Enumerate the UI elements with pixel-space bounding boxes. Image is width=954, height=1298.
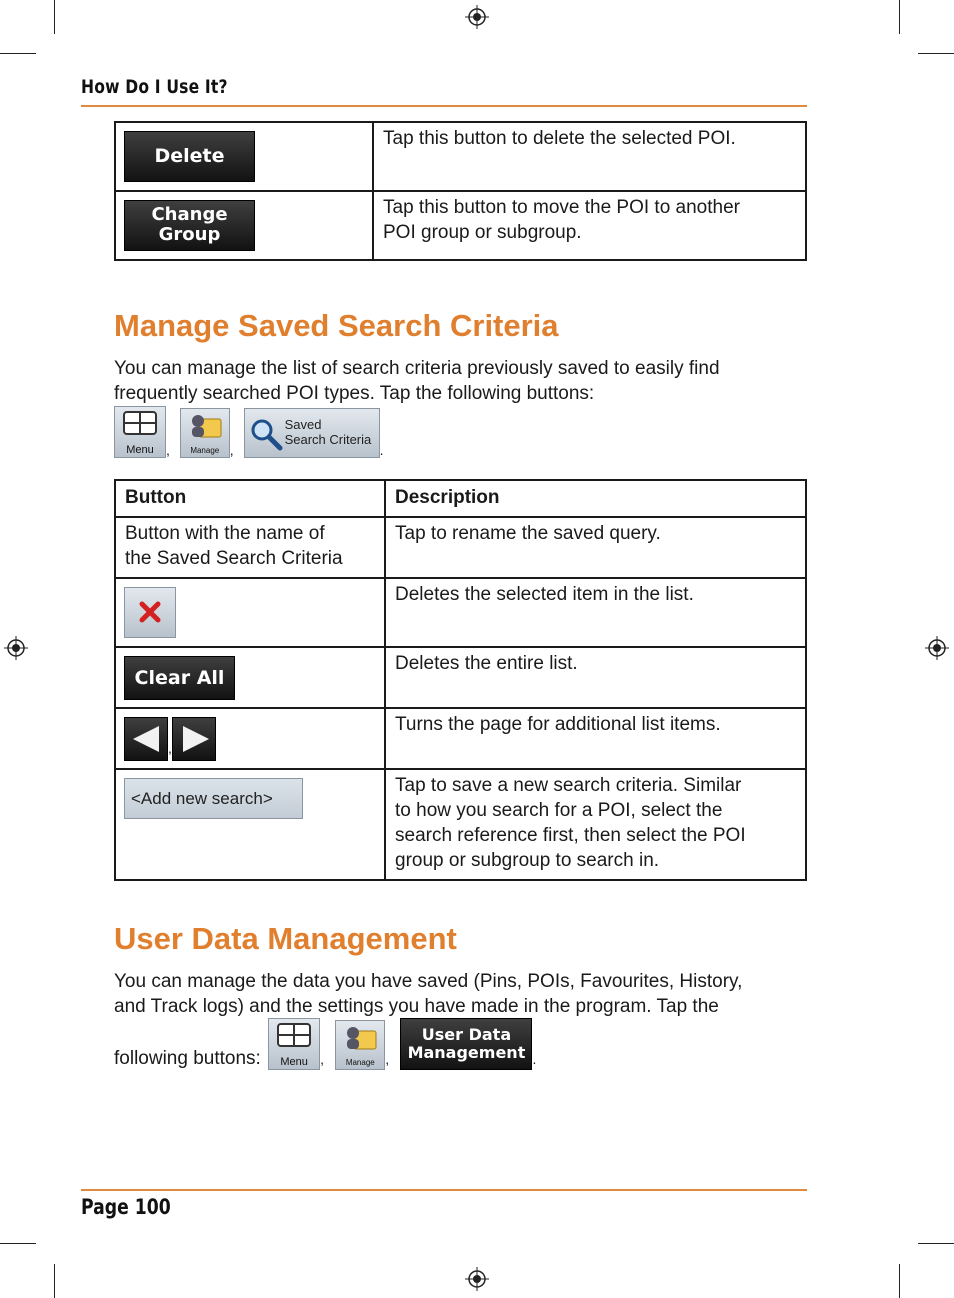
change-group-label-line2: Group	[158, 224, 221, 245]
page-number: Page 100	[81, 1195, 171, 1219]
section-heading-user-data: User Data Management	[114, 921, 457, 956]
button-name-text	[116, 518, 384, 577]
description-line: Tap to save a new search criteria. Similar	[395, 775, 742, 796]
arrow-right-icon	[173, 718, 217, 760]
column-header-button: Button	[125, 487, 187, 508]
delete-button[interactable]	[124, 131, 255, 182]
button-cell	[115, 769, 385, 880]
menu-grid-icon	[277, 1023, 311, 1047]
user-data-management-button[interactable]	[400, 1018, 532, 1070]
table-row	[115, 191, 806, 260]
udm-label-line: User Data	[421, 1025, 512, 1044]
manage-button[interactable]	[180, 408, 230, 458]
red-x-icon	[138, 600, 162, 624]
description-cell	[385, 578, 806, 647]
button-cell	[115, 517, 385, 578]
section2-intro	[114, 969, 814, 1019]
saved-search-label-line: Saved	[284, 417, 322, 432]
description-text: Deletes the entire list.	[395, 653, 578, 674]
button-name-line: the Saved Search Criteria	[125, 548, 343, 569]
intro-line: and Track logs) and the settings you have made in the program. Tap the	[114, 996, 719, 1017]
delete-button-label: Delete	[154, 145, 225, 167]
udm-label-line: Management	[407, 1043, 526, 1062]
section1-button-path	[114, 406, 383, 458]
description-cell	[385, 517, 806, 578]
page-arrow-buttons	[124, 717, 384, 761]
saved-search-button-table	[114, 479, 807, 881]
arrow-left-icon	[125, 718, 169, 760]
crop-mark	[899, 1264, 900, 1298]
period: .	[532, 1051, 537, 1067]
intro-line: following buttons:	[114, 1048, 261, 1069]
magnifier-icon	[249, 417, 283, 451]
description-line: Tap this button to move the POI to another	[383, 197, 740, 218]
button-cell	[115, 578, 385, 647]
footer-rule	[81, 1189, 807, 1191]
previous-page-button[interactable]	[124, 717, 168, 761]
description-cell	[373, 191, 806, 260]
period: .	[379, 442, 384, 458]
description-line: search reference first, then select the POI	[395, 825, 746, 846]
menu-button[interactable]	[268, 1018, 320, 1070]
separator: ,	[229, 442, 234, 458]
description-cell	[385, 769, 806, 880]
intro-line: You can manage the list of search criteria previously saved to easily find	[114, 358, 720, 379]
crop-mark	[54, 0, 55, 34]
column-header-description: Description	[395, 487, 500, 508]
separator: ,	[320, 1051, 324, 1067]
description-text	[386, 770, 805, 879]
separator: ,	[385, 1051, 390, 1067]
add-new-search-label: <Add new search>	[131, 789, 273, 808]
crop-mark	[54, 1264, 55, 1298]
saved-search-criteria-button[interactable]	[244, 408, 380, 458]
button-cell	[115, 647, 385, 708]
description-text	[374, 192, 805, 251]
description-text: Turns the page for additional list items.	[395, 714, 721, 735]
description-line: group or subgroup to search in.	[395, 850, 660, 871]
description-cell	[373, 122, 806, 191]
description-line: to how you search for a POI, select the	[395, 800, 723, 821]
button-cell	[115, 708, 385, 769]
separator: ,	[168, 740, 172, 756]
delete-item-button[interactable]	[124, 587, 176, 638]
description-cell	[385, 708, 806, 769]
table-row	[115, 517, 806, 578]
table-row	[115, 708, 806, 769]
description-cell	[385, 647, 806, 708]
poi-button-table	[114, 121, 807, 261]
crop-mark	[899, 0, 900, 34]
manage-folder-icon	[189, 413, 223, 441]
registration-mark-icon	[4, 636, 28, 660]
header-cell	[115, 480, 385, 517]
change-group-label-line1: Change	[151, 204, 228, 225]
registration-mark-icon	[925, 636, 949, 660]
add-new-search-button[interactable]	[124, 778, 303, 819]
manage-button[interactable]	[335, 1020, 385, 1070]
separator: ,	[166, 442, 170, 458]
registration-mark-icon	[465, 5, 489, 29]
manage-button-label: Manage	[345, 1058, 375, 1067]
section1-intro	[114, 356, 814, 406]
header-cell	[385, 480, 806, 517]
clear-all-label: Clear All	[134, 667, 225, 689]
button-cell	[115, 122, 373, 191]
crop-mark	[918, 53, 954, 54]
crop-mark	[0, 1243, 36, 1244]
menu-grid-icon	[123, 411, 157, 435]
manage-folder-icon	[344, 1025, 378, 1053]
next-page-button[interactable]	[172, 717, 216, 761]
menu-button-label: Menu	[280, 1056, 308, 1068]
saved-search-label-line: Search Criteria	[284, 432, 372, 447]
section2-button-path	[114, 1018, 536, 1072]
section-heading-saved-search: Manage Saved Search Criteria	[114, 308, 559, 343]
table-row	[115, 647, 806, 708]
description-text: Tap this button to delete the selected POI.	[383, 128, 736, 149]
intro-line: frequently searched POI types. Tap the following buttons:	[114, 383, 595, 404]
running-title: How Do I Use It?	[81, 76, 228, 98]
crop-mark	[0, 53, 36, 54]
crop-mark	[918, 1243, 954, 1244]
menu-button[interactable]	[114, 406, 166, 458]
intro-line: You can manage the data you have saved (Pins, POIs, Favourites, History,	[114, 971, 743, 992]
change-group-button[interactable]	[124, 200, 255, 251]
saved-search-label	[285, 417, 372, 447]
manage-button-label: Manage	[190, 446, 220, 455]
button-name-line: Button with the name of	[125, 523, 325, 544]
header-rule	[81, 105, 807, 107]
table-row	[115, 769, 806, 880]
description-line: POI group or subgroup.	[383, 222, 582, 243]
registration-mark-icon	[465, 1267, 489, 1291]
table-row	[115, 122, 806, 191]
clear-all-button[interactable]	[124, 656, 235, 700]
table-row	[115, 578, 806, 647]
description-text: Tap to rename the saved query.	[395, 523, 661, 544]
button-cell	[115, 191, 373, 260]
table-header-row	[115, 480, 806, 517]
menu-button-label: Menu	[126, 444, 154, 456]
description-text: Deletes the selected item in the list.	[395, 584, 694, 605]
